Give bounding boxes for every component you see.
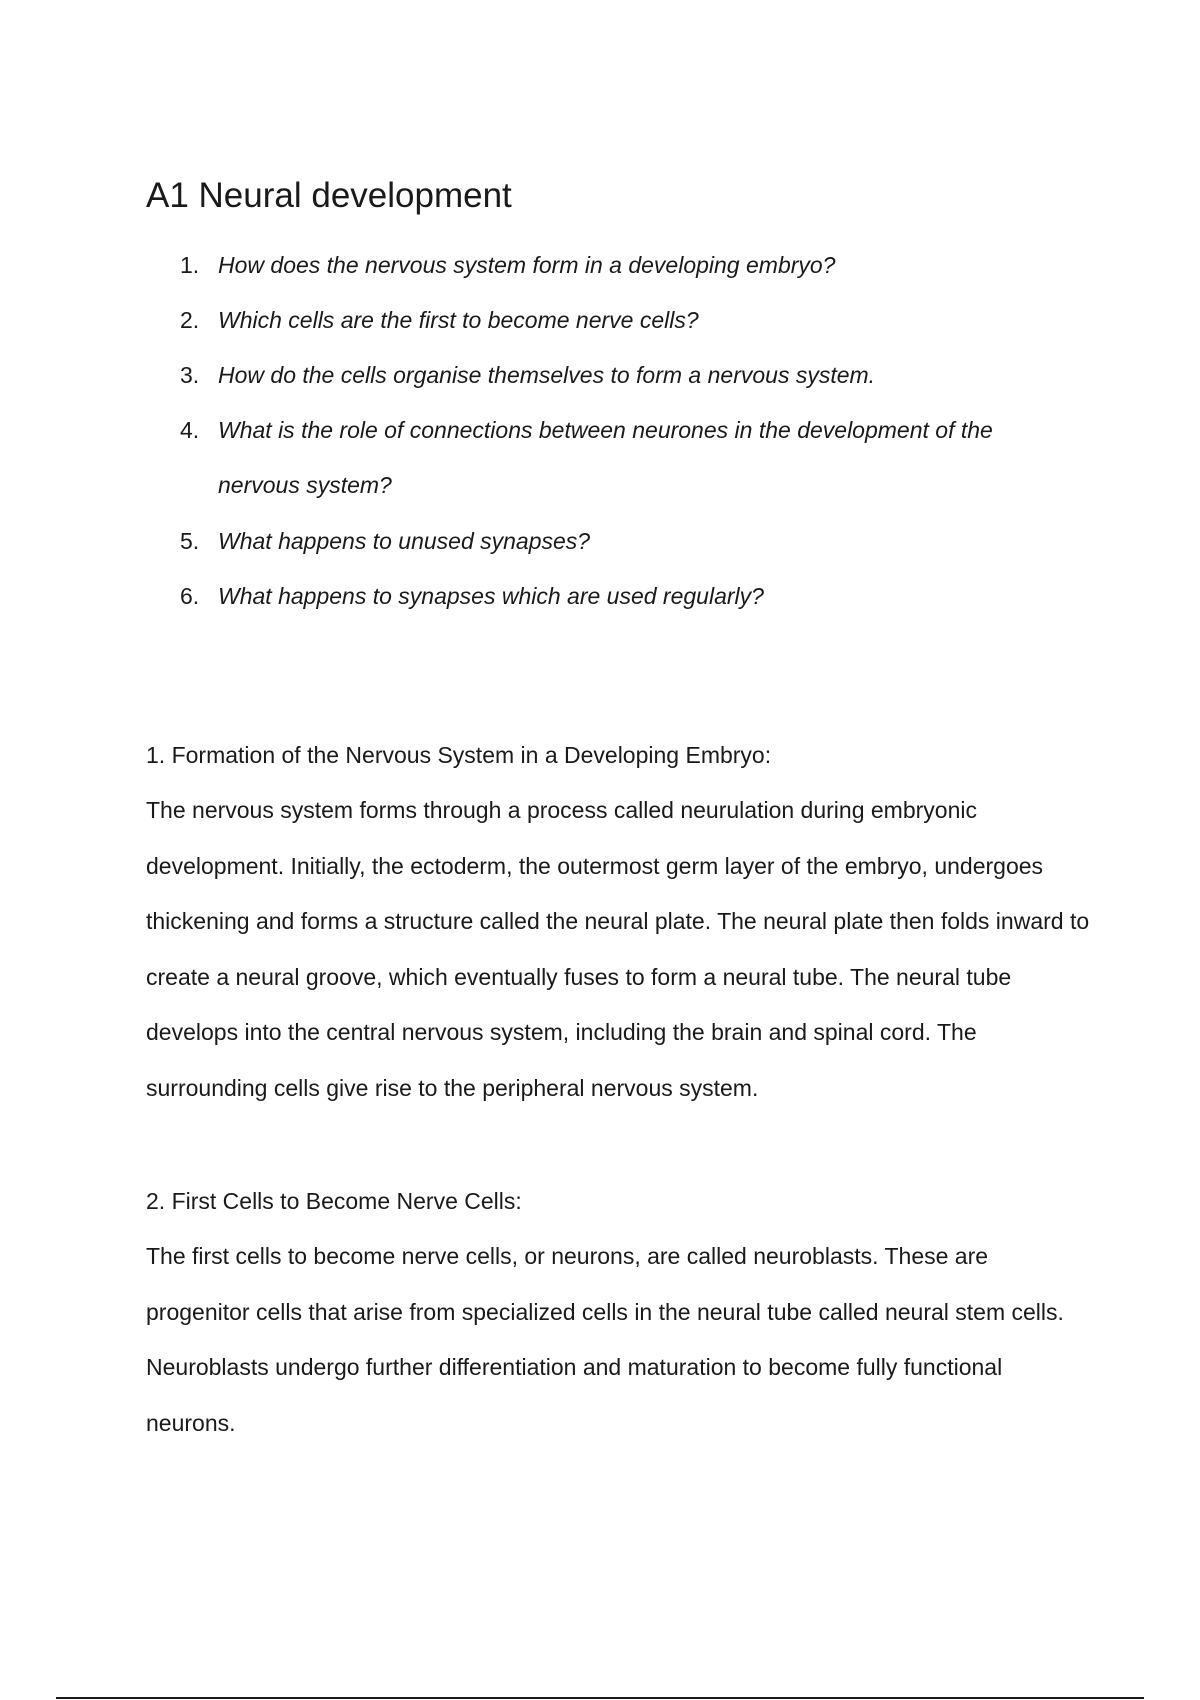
answer-section-first-cells	[146, 1174, 1096, 1451]
document-title: A1 Neural development	[146, 176, 512, 215]
question-text: How do the cells organise themselves to form a nervous system.	[218, 362, 876, 388]
answer-section-formation	[146, 728, 1096, 1116]
question-item	[0, 293, 1200, 348]
question-number: 6.	[180, 583, 200, 609]
section-heading: 2. First Cells to Become Nerve Cells:	[146, 1188, 522, 1214]
section-body: The first cells to become nerve cells, or neurons, are called neuroblasts. These are progenitor cells that arise from specialized cells in the neural tube called neural stem cells. Neuroblasts undergo further differentiation and maturation to become fully functional neurons.	[146, 1243, 1064, 1436]
section-heading: 1. Formation of the Nervous System in a Developing Embryo:	[146, 742, 772, 768]
question-item	[0, 403, 1200, 514]
section-body: The nervous system forms through a process called neurulation during embryonic development. Initially, the ectoderm, the outermost germ layer of the embryo, undergoes thickening and forms a structure called the neural plate. The neural plate then folds inward to create a neural groove, which eventually fuses to form a neural tube. The neural tube develops into the central nervous system, including the brain and spinal cord. The surrounding cells give rise to the peripheral nervous system.	[146, 797, 1090, 1101]
question-text: How does the nervous system form in a developing embryo?	[218, 252, 836, 278]
question-number: 5.	[180, 528, 200, 554]
page-bottom-rule	[56, 1697, 1144, 1699]
question-number: 4.	[180, 417, 200, 443]
question-item	[0, 238, 1200, 293]
question-number: 1.	[180, 252, 200, 278]
question-text: What happens to unused synapses?	[218, 528, 591, 554]
question-text: Which cells are the first to become nerve cells?	[218, 307, 699, 333]
question-number: 3.	[180, 362, 200, 388]
question-list	[0, 238, 1200, 624]
question-item	[0, 514, 1200, 569]
question-text: What is the role of connections between neurones in the development of the nervous system?	[218, 417, 993, 498]
question-item	[0, 569, 1200, 624]
question-item	[0, 348, 1200, 403]
question-number: 2.	[180, 307, 200, 333]
question-text: What happens to synapses which are used regularly?	[218, 583, 764, 609]
